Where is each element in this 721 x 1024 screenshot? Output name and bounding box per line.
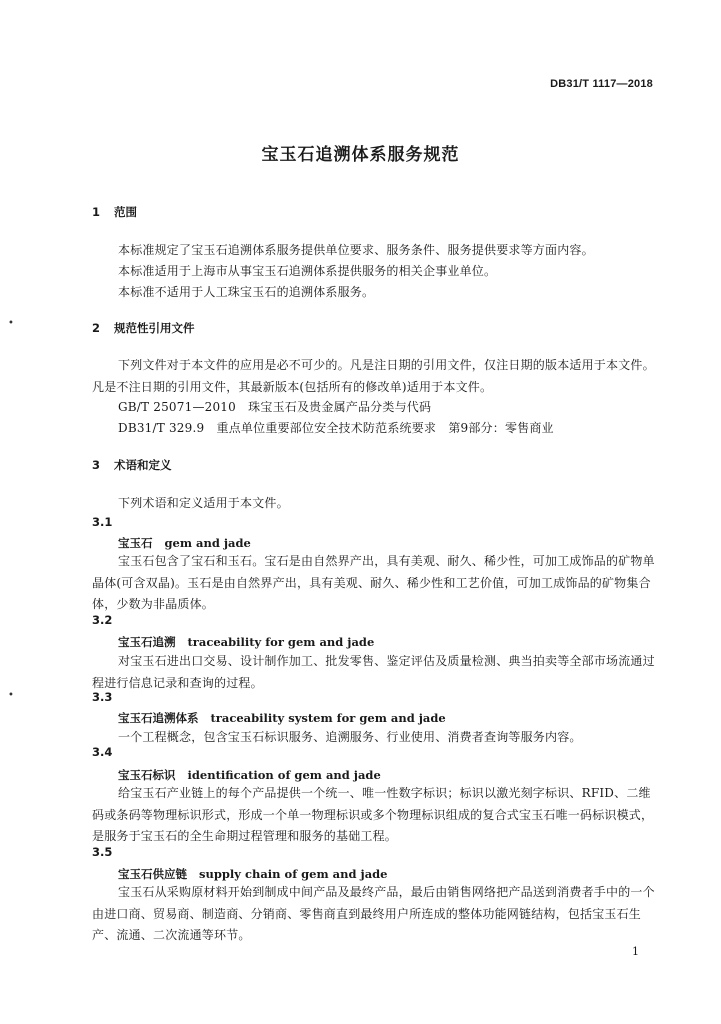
term-en: identification of gem and jade: [187, 768, 381, 782]
scan-speck: •: [8, 690, 14, 701]
reference-item: DB31/T 329.9 重点单位重要部位安全技术防范系统要求 第9部分：零售商业: [118, 421, 554, 435]
term-zh: 宝玉石供应链: [118, 867, 187, 881]
term-en: traceability for gem and jade: [187, 635, 375, 649]
term-zh: 宝玉石追溯体系: [118, 711, 199, 725]
term-zh: 宝玉石: [118, 536, 153, 550]
scan-speck: •: [8, 318, 14, 329]
document-title: 宝玉石追溯体系服务规范: [261, 145, 460, 165]
paragraph: 下列术语和定义适用于本文件。: [118, 496, 289, 510]
standard-number: DB31/T 1117—2018: [550, 78, 653, 90]
term-en: supply chain of gem and jade: [199, 867, 388, 881]
clause-number: 3.1: [92, 515, 113, 529]
term-heading: [118, 866, 388, 882]
paragraph: 下列文件对于本文件的应用是必不可少的。凡是注日期的引用文件，仅注日期的版本适用于本文件。凡是不注日期的引用文件，其最新版本(包括所有的修改单)适用于本文件。: [92, 358, 655, 394]
term-definition: 宝玉石从采购原材料开始到制成中间产品及最终产品，最后由销售网络把产品送到消费者手中的一个由进口商、贸易商、制造商、分销商、零售商直到最终用户所连成的整体功能网链结构，包括宝玉石生产、流通、二次流通等环节。: [92, 885, 655, 942]
section-3-heading: [92, 457, 172, 473]
term-definition: 宝玉石包含了宝石和玉石。宝石是由自然界产出，具有美观、耐久、稀少性，可加工成饰品的矿物单晶体(可含双晶)。玉石是由自然界产出，具有美观、耐久、稀少性和工艺价值，可加工成饰品的矿物集合体，少数为非晶质体。: [92, 554, 655, 611]
clause-number: 3.5: [92, 845, 113, 859]
term-definition: 对宝玉石进出口交易、设计制作加工、批发零售、鉴定评估及质量检测、典当拍卖等全部市场流通过程进行信息记录和查询的过程。: [92, 654, 655, 690]
term-definition: 一个工程概念，包含宝玉石标识服务、追溯服务、行业使用、消费者查询等服务内容。: [118, 730, 582, 744]
reference-item: GB/T 25071—2010 珠宝玉石及贵金属产品分类与代码: [118, 400, 432, 414]
section-title: 术语和定义: [114, 458, 172, 472]
term-heading: [118, 634, 374, 650]
section-number: 1: [92, 205, 101, 219]
term-zh: 宝玉石标识: [118, 768, 176, 782]
page-number: 1: [632, 945, 639, 958]
section-2-heading: [92, 320, 195, 336]
term-en: gem and jade: [164, 536, 251, 550]
clause-number: 3.2: [92, 613, 113, 627]
term-heading: [118, 535, 251, 551]
term-zh: 宝玉石追溯: [118, 635, 176, 649]
clause-number: 3.4: [92, 745, 113, 759]
term-en: traceability system for gem and jade: [210, 711, 446, 725]
term-heading: [118, 767, 381, 783]
section-number: 3: [92, 458, 101, 472]
section-title: 范围: [114, 205, 137, 219]
paragraph: 本标准适用于上海市从事宝玉石追溯体系提供服务的相关企事业单位。: [118, 264, 497, 278]
paragraph: 本标准规定了宝玉石追溯体系服务提供单位要求、服务条件、服务提供要求等方面内容。: [118, 243, 594, 257]
section-title: 规范性引用文件: [114, 321, 195, 335]
clause-number: 3.3: [92, 690, 113, 704]
term-definition: 给宝玉石产业链上的每个产品提供一个统一、唯一性数字标识；标识以激光刻字标识、RFID、二维码或条码等物理标识形式，形成一个单一物理标识或多个物理标识组成的复合式宝玉石唯一码标识模式，是服务于宝玉石的全生命期过程管理和服务的基础工程。: [92, 786, 654, 843]
term-heading: [118, 710, 446, 726]
section-1-heading: [92, 204, 137, 220]
paragraph: 本标准不适用于人工珠宝玉石的追溯体系服务。: [118, 285, 375, 299]
section-number: 2: [92, 321, 101, 335]
